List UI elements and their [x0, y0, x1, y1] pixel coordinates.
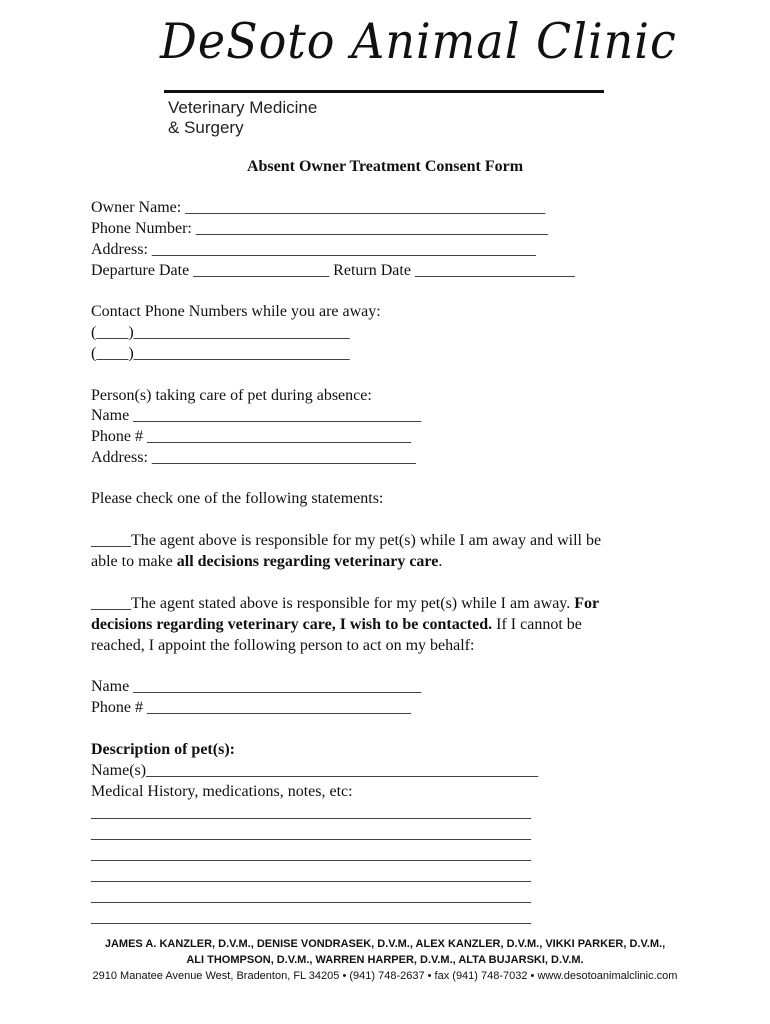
medical-history-heading: Medical History, medications, notes, etc: [91, 783, 353, 800]
caretaker-address-field[interactable]: Address: _________________________________ [91, 449, 416, 466]
notes-line[interactable]: _______________________________________________________ [91, 825, 531, 842]
option-1-text-pre: able to make [91, 553, 177, 570]
option-2-text-line-2 [91, 615, 582, 635]
notes-line[interactable]: _______________________________________________________ [91, 846, 531, 863]
owner-name-field[interactable]: Owner Name: _____________________________________________ [91, 199, 546, 216]
notes-line[interactable]: _______________________________________________________ [91, 909, 531, 926]
contact-heading: Contact Phone Numbers while you are away: [91, 303, 381, 320]
caretaker-name-field[interactable]: Name ____________________________________ [91, 407, 422, 424]
option-2-text-post: If I cannot be [492, 616, 582, 633]
notes-line[interactable]: _______________________________________________________ [91, 867, 531, 884]
pet-description-heading: Description of pet(s): [91, 741, 235, 758]
alt-name-field[interactable]: Name ____________________________________ [91, 678, 422, 695]
option-1-text-bold: all decisions regarding veterinary care [176, 553, 439, 570]
option-2-checkbox-line[interactable] [91, 594, 599, 614]
option-2-text-bold: For [574, 595, 600, 612]
logo-subtitle-2: & Surgery [168, 118, 244, 137]
form-title: Absent Owner Treatment Consent Form [246, 158, 524, 175]
footer-doctors-1: JAMES A. KANZLER, D.V.M., DENISE VONDRASEK, D.V.M., ALEX KANZLER, D.V.M., VIKKI PARKER, D.V.M., [104, 938, 666, 950]
contact-phone-field-2[interactable]: (____)___________________________ [91, 345, 350, 362]
notes-line[interactable]: _______________________________________________________ [91, 888, 531, 905]
caretaker-heading: Person(s) taking care of pet during absence: [91, 387, 372, 404]
option-1-text [91, 552, 442, 572]
clinic-logo [160, 12, 677, 144]
alt-phone-field[interactable]: Phone # _________________________________ [91, 699, 411, 716]
logo-underline [164, 90, 604, 93]
option-2-text-pre: _____The agent stated above is responsible for my pet(s) while I am away. [91, 595, 575, 612]
address-field[interactable]: Address: ________________________________________________ [91, 241, 536, 258]
option-2-text-line-3: reached, I appoint the following person to act on my behalf: [91, 637, 475, 654]
pet-name-field[interactable]: Name(s)_________________________________________________ [91, 762, 539, 779]
option-1-text-post: . [438, 553, 443, 570]
logo-text: DeSoto Animal Clinic [160, 12, 677, 70]
departure-return-field[interactable]: Departure Date _________________ Return Date ____________________ [91, 262, 575, 279]
caretaker-phone-field[interactable]: Phone # _________________________________ [91, 428, 411, 445]
contact-phone-field-1[interactable]: (____)___________________________ [91, 324, 350, 341]
option-1-checkbox-line[interactable]: _____The agent above is responsible for my pet(s) while I am away and will be [91, 532, 602, 549]
check-heading: Please check one of the following statements: [91, 490, 384, 507]
footer-doctors-2: ALI THOMPSON, D.V.M., WARREN HARPER, D.V.M., ALTA BUJARSKI, D.V.M. [186, 954, 584, 966]
logo-subtitle-1: Veterinary Medicine [168, 98, 318, 117]
phone-number-field[interactable]: Phone Number: ____________________________________________ [91, 220, 548, 237]
option-2-bold-clause: decisions regarding veterinary care, I wish to be contacted. [91, 616, 493, 633]
notes-line[interactable]: _______________________________________________________ [91, 804, 531, 821]
footer-address: 2910 Manatee Avenue West, Bradenton, FL 34205 • (941) 748-2637 • fax (941) 748-7032 • www.desotoanimalclinic.com [92, 970, 678, 982]
